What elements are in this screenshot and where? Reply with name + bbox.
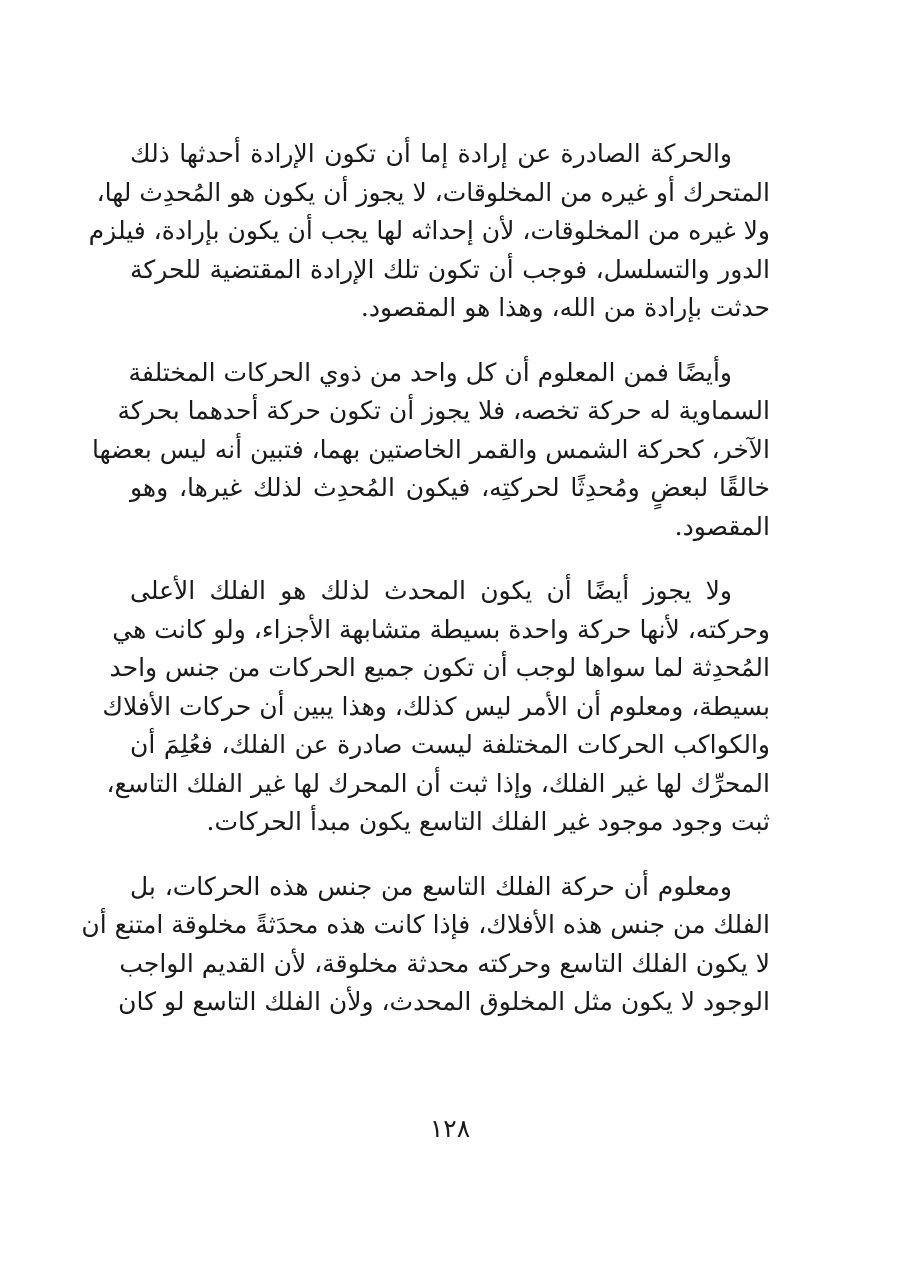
text-line: بسيطة، ومعلوم أن الأمر ليس كذلك، وهذا يبين أن حركات الأفلاك (102, 691, 770, 721)
text-line: وحركته، لأنها حركة واحدة بسيطة متشابهة الأجزاء، ولو كانت هي (112, 614, 770, 644)
paragraph-4 (81, 868, 770, 1022)
text-line: والحركة الصادرة عن إرادة إما أن تكون الإرادة أحدثها ذلك (130, 139, 732, 168)
paragraph-1 (88, 135, 770, 328)
text-line: المقصود. (674, 511, 770, 541)
text-line: والكواكب الحركات المختلفة ليست صادرة عن الفلك، فعُلِمَ أن (130, 730, 770, 759)
text-line: ومعلوم أن حركة الفلك التاسع من جنس هذه الحركات، بل (130, 871, 732, 901)
paragraph-2 (92, 354, 770, 547)
text-line: المتحرك أو غيره من المخلوقات، لا يجوز أن يكون هو المُحدِث لها، (96, 177, 770, 207)
text-line: المحرِّك لها غير الفلك، وإذا ثبت أن المحرك لها غير الفلك التاسع، (106, 768, 770, 798)
page-body (81, 135, 770, 1048)
text-line: السماوية له حركة تخصه، فلا يجوز أن تكون حركة أحدهما بحركة (117, 396, 770, 425)
page-number: ١٢٨ (429, 1114, 471, 1143)
text-line: الفلك من جنس هذه الأفلاك، فإذا كانت هذه محدَثةً مخلوقة امتنع أن (81, 910, 770, 939)
text-line: المُحدِثة لما سواها لوجب أن تكون جميع الحركات من جنس واحد (109, 653, 770, 682)
text-line: الوجود لا يكون مثل المخلوق المحدث، ولأن الفلك التاسع لو كان (118, 987, 770, 1016)
text-line: الدور والتسلسل، فوجب أن تكون تلك الإرادة المقتضية للحركة (130, 254, 770, 284)
text-line: خالقًا لبعضٍ ومُحدِثًا لحركتِه، فيكون المُحدِث لذلك غيرها، وهو (130, 473, 770, 502)
text-line: ولا يجوز أيضًا أن يكون المحدث لذلك هو الفلك الأعلى (130, 576, 732, 605)
text-line: ولا غيره من المخلوقات، لأن إحداثه لها يجب أن يكون بإرادة، فيلزم (88, 216, 770, 245)
text-line: الآخر، كحركة الشمس والقمر الخاصتين بهما، فتبين أنه ليس بعضها (92, 434, 770, 464)
text-line: لا يكون الفلك التاسع وحركته محدثة مخلوقة، لأن القديم الواجب (119, 948, 770, 978)
text-line: ثبت وجود موجود غير الفلك التاسع يكون مبدأ الحركات. (206, 807, 770, 836)
text-line: حدثت بإرادة من الله، وهذا هو المقصود. (360, 293, 770, 322)
paragraph-3 (102, 572, 770, 842)
text-line: وأيضًا فمن المعلوم أن كل واحد من ذوي الحركات المختلفة (128, 357, 732, 387)
